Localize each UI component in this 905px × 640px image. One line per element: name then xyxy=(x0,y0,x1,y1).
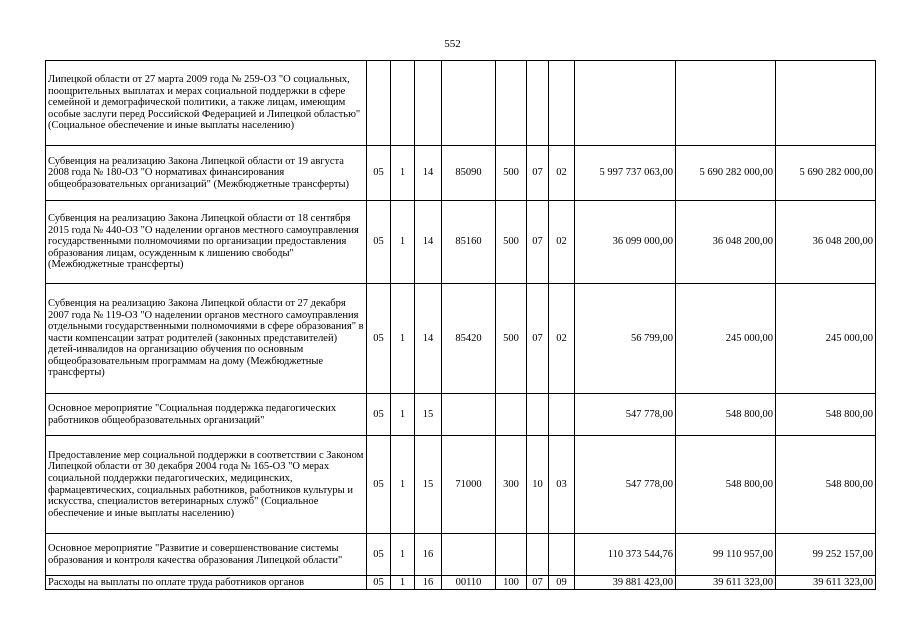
activity-code xyxy=(415,61,442,146)
subsection-code: 02 xyxy=(549,201,575,284)
program-code: 05 xyxy=(367,534,391,576)
amount-year-3: 36 048 200,00 xyxy=(776,201,876,284)
direction-code xyxy=(442,394,496,436)
amount-year-1: 110 373 544,76 xyxy=(575,534,676,576)
amount-year-3: 245 000,00 xyxy=(776,284,876,394)
activity-code: 14 xyxy=(415,284,442,394)
subsection-code: 03 xyxy=(549,436,575,534)
amount-year-2: 548 800,00 xyxy=(676,436,776,534)
table-row xyxy=(46,534,876,576)
subprogram-code: 1 xyxy=(391,284,415,394)
section-code xyxy=(527,534,549,576)
row-description: Основное мероприятие "Социальная поддержка педагогических работников общеобразовательных организаций" xyxy=(46,394,367,436)
amount-year-3: 548 800,00 xyxy=(776,394,876,436)
program-code: 05 xyxy=(367,436,391,534)
section-code xyxy=(527,61,549,146)
program-code: 05 xyxy=(367,394,391,436)
row-description: Субвенция на реализацию Закона Липецкой области от 19 августа 2008 года № 180-ОЗ "О нормативах финансирования общеобразовательных организаций" (Межбюджетные трансферты) xyxy=(46,146,367,201)
subsection-code xyxy=(549,61,575,146)
amount-year-2: 548 800,00 xyxy=(676,394,776,436)
row-description: Основное мероприятие "Развитие и совершенствование системы образования и контроля качества образования Липецкой области" xyxy=(46,534,367,576)
table-row xyxy=(46,146,876,201)
direction-code: 71000 xyxy=(442,436,496,534)
amount-year-2: 99 110 957,00 xyxy=(676,534,776,576)
amount-year-2 xyxy=(676,61,776,146)
subprogram-code: 1 xyxy=(391,534,415,576)
amount-year-3: 5 690 282 000,00 xyxy=(776,146,876,201)
amount-year-1 xyxy=(575,61,676,146)
subprogram-code: 1 xyxy=(391,576,415,590)
table-row xyxy=(46,284,876,394)
subsection-code: 02 xyxy=(549,146,575,201)
section-code: 07 xyxy=(527,576,549,590)
amount-year-2: 5 690 282 000,00 xyxy=(676,146,776,201)
program-code: 05 xyxy=(367,284,391,394)
amount-year-3 xyxy=(776,61,876,146)
table-row xyxy=(46,436,876,534)
row-description: Субвенция на реализацию Закона Липецкой области от 18 сентября 2015 года № 440-ОЗ "О наделении органов местного самоуправления государственными полномочиями по организации предоставления образования лицам, осужденным к лишению свободы" (Межбюджетные трансферты) xyxy=(46,201,367,284)
program-code xyxy=(367,61,391,146)
amount-year-3: 39 611 323,00 xyxy=(776,576,876,590)
table-row xyxy=(46,61,876,146)
section-code: 07 xyxy=(527,201,549,284)
table-row xyxy=(46,394,876,436)
subprogram-code: 1 xyxy=(391,436,415,534)
amount-year-1: 36 099 000,00 xyxy=(575,201,676,284)
activity-code: 16 xyxy=(415,576,442,590)
program-code: 05 xyxy=(367,201,391,284)
program-code: 05 xyxy=(367,576,391,590)
amount-year-1: 547 778,00 xyxy=(575,436,676,534)
direction-code: 85160 xyxy=(442,201,496,284)
expense-type-code: 300 xyxy=(496,436,527,534)
activity-code: 15 xyxy=(415,394,442,436)
amount-year-2: 39 611 323,00 xyxy=(676,576,776,590)
subsection-code xyxy=(549,534,575,576)
row-description: Предоставление мер социальной поддержки в соответствии с Законом Липецкой области от 30 декабря 2004 года № 165-ОЗ "О мерах социальной поддержки педагогических, медицинских, фармацевтических, социальных работников, работников культуры и искусства, специалистов ветеринарных служб" (Социальное обеспечение и иные выплаты населению) xyxy=(46,436,367,534)
expense-type-code: 500 xyxy=(496,146,527,201)
section-code: 07 xyxy=(527,146,549,201)
subprogram-code: 1 xyxy=(391,394,415,436)
expense-type-code: 100 xyxy=(496,576,527,590)
budget-table xyxy=(45,60,876,590)
expense-type-code xyxy=(496,534,527,576)
amount-year-1: 39 881 423,00 xyxy=(575,576,676,590)
row-description: Субвенция на реализацию Закона Липецкой области от 27 декабря 2007 года № 119-ОЗ "О наделении органов местного самоуправления отдельными государственными полномочиями в сфере образования" в части компенсации затрат родителей (законных представителей) детей-инвалидов на организацию обучения по основным общеобразовательным программам на дому (Межбюджетные трансферты) xyxy=(46,284,367,394)
subsection-code: 09 xyxy=(549,576,575,590)
section-code: 07 xyxy=(527,284,549,394)
activity-code: 14 xyxy=(415,146,442,201)
direction-code xyxy=(442,61,496,146)
program-code: 05 xyxy=(367,146,391,201)
subprogram-code xyxy=(391,61,415,146)
table-row xyxy=(46,576,876,590)
direction-code xyxy=(442,534,496,576)
page-number: 552 xyxy=(444,38,461,50)
row-description: Расходы на выплаты по оплате труда работников органов xyxy=(46,576,367,590)
direction-code: 00110 xyxy=(442,576,496,590)
expense-type-code xyxy=(496,394,527,436)
activity-code: 14 xyxy=(415,201,442,284)
expense-type-code xyxy=(496,61,527,146)
activity-code: 16 xyxy=(415,534,442,576)
subsection-code: 02 xyxy=(549,284,575,394)
direction-code: 85420 xyxy=(442,284,496,394)
expense-type-code: 500 xyxy=(496,284,527,394)
amount-year-2: 245 000,00 xyxy=(676,284,776,394)
direction-code: 85090 xyxy=(442,146,496,201)
row-description: Липецкой области от 27 марта 2009 года № 259-ОЗ "О социальных, поощрительных выплатах и мерах социальной поддержки в сфере семейной и демографической политики, а также лицам, имеющим особые заслуги перед Российской Федерацией и Липецкой областью" (Социальное обеспечение и иные выплаты населению) xyxy=(46,61,367,146)
expense-type-code: 500 xyxy=(496,201,527,284)
section-code: 10 xyxy=(527,436,549,534)
subprogram-code: 1 xyxy=(391,146,415,201)
amount-year-1: 547 778,00 xyxy=(575,394,676,436)
amount-year-2: 36 048 200,00 xyxy=(676,201,776,284)
subprogram-code: 1 xyxy=(391,201,415,284)
subsection-code xyxy=(549,394,575,436)
amount-year-3: 548 800,00 xyxy=(776,436,876,534)
section-code xyxy=(527,394,549,436)
amount-year-3: 99 252 157,00 xyxy=(776,534,876,576)
table-row xyxy=(46,201,876,284)
amount-year-1: 5 997 737 063,00 xyxy=(575,146,676,201)
amount-year-1: 56 799,00 xyxy=(575,284,676,394)
activity-code: 15 xyxy=(415,436,442,534)
